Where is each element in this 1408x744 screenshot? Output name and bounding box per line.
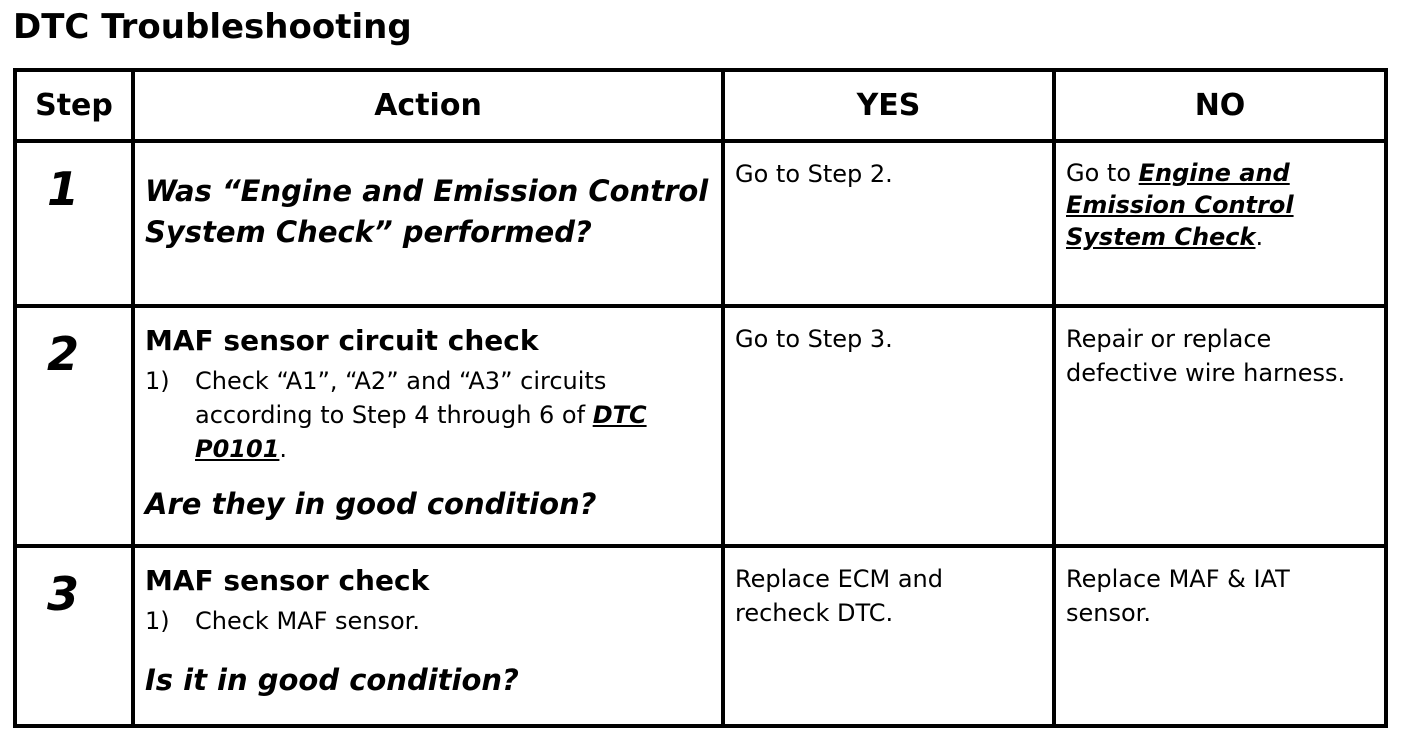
no-cell: [1054, 141, 1386, 306]
table-row: [15, 306, 1386, 546]
action-cell: [133, 546, 723, 726]
step-instruction: [145, 364, 711, 466]
instruction-number: 1): [145, 367, 170, 395]
table-row: [15, 141, 1386, 306]
action-cell: [133, 141, 723, 306]
troubleshooting-table: [13, 68, 1388, 728]
engine-emission-check-link[interactable]: Engine and Emission Control System Check: [1066, 159, 1294, 251]
table-row: [15, 546, 1386, 726]
table-header-row: [15, 70, 1386, 141]
header-action: Action: [133, 70, 723, 141]
step-subtitle: MAF sensor check: [145, 564, 430, 597]
yes-cell: Replace ECM and recheck DTC.: [723, 546, 1054, 726]
instruction-body: Check “A1”, “A2” and “A3” circuits according to Step 4 through 6 of: [195, 367, 607, 429]
instruction-suffix: .: [279, 435, 288, 463]
instruction-text: Check MAF sensor.: [195, 607, 420, 635]
action-cell: [133, 306, 723, 546]
step-instruction: [145, 604, 711, 638]
dtc-p0101-link[interactable]: DTC P0101: [195, 401, 647, 463]
no-cell: Repair or replace defective wire harness.: [1054, 306, 1386, 546]
page-title: DTC Troubleshooting: [13, 7, 412, 47]
yes-cell: Go to Step 2.: [723, 141, 1054, 306]
instruction-text: [195, 364, 711, 466]
step-subtitle: MAF sensor circuit check: [145, 324, 539, 357]
step-number: 1: [15, 141, 133, 306]
step-number: 3: [15, 546, 133, 726]
header-yes: YES: [723, 70, 1054, 141]
no-suffix: .: [1255, 223, 1264, 251]
header-step: Step: [15, 70, 133, 141]
instruction-number: 1): [145, 607, 170, 635]
no-prefix: Go to: [1066, 159, 1139, 187]
step-question: Are they in good condition?: [145, 487, 597, 521]
no-cell: Replace MAF & IAT sensor.: [1054, 546, 1386, 726]
header-no: NO: [1054, 70, 1386, 141]
step-question: Is it in good condition?: [145, 663, 519, 697]
step-number: 2: [15, 306, 133, 546]
step-question: Was “Engine and Emission Control System Check” performed?: [145, 174, 709, 249]
yes-cell: Go to Step 3.: [723, 306, 1054, 546]
